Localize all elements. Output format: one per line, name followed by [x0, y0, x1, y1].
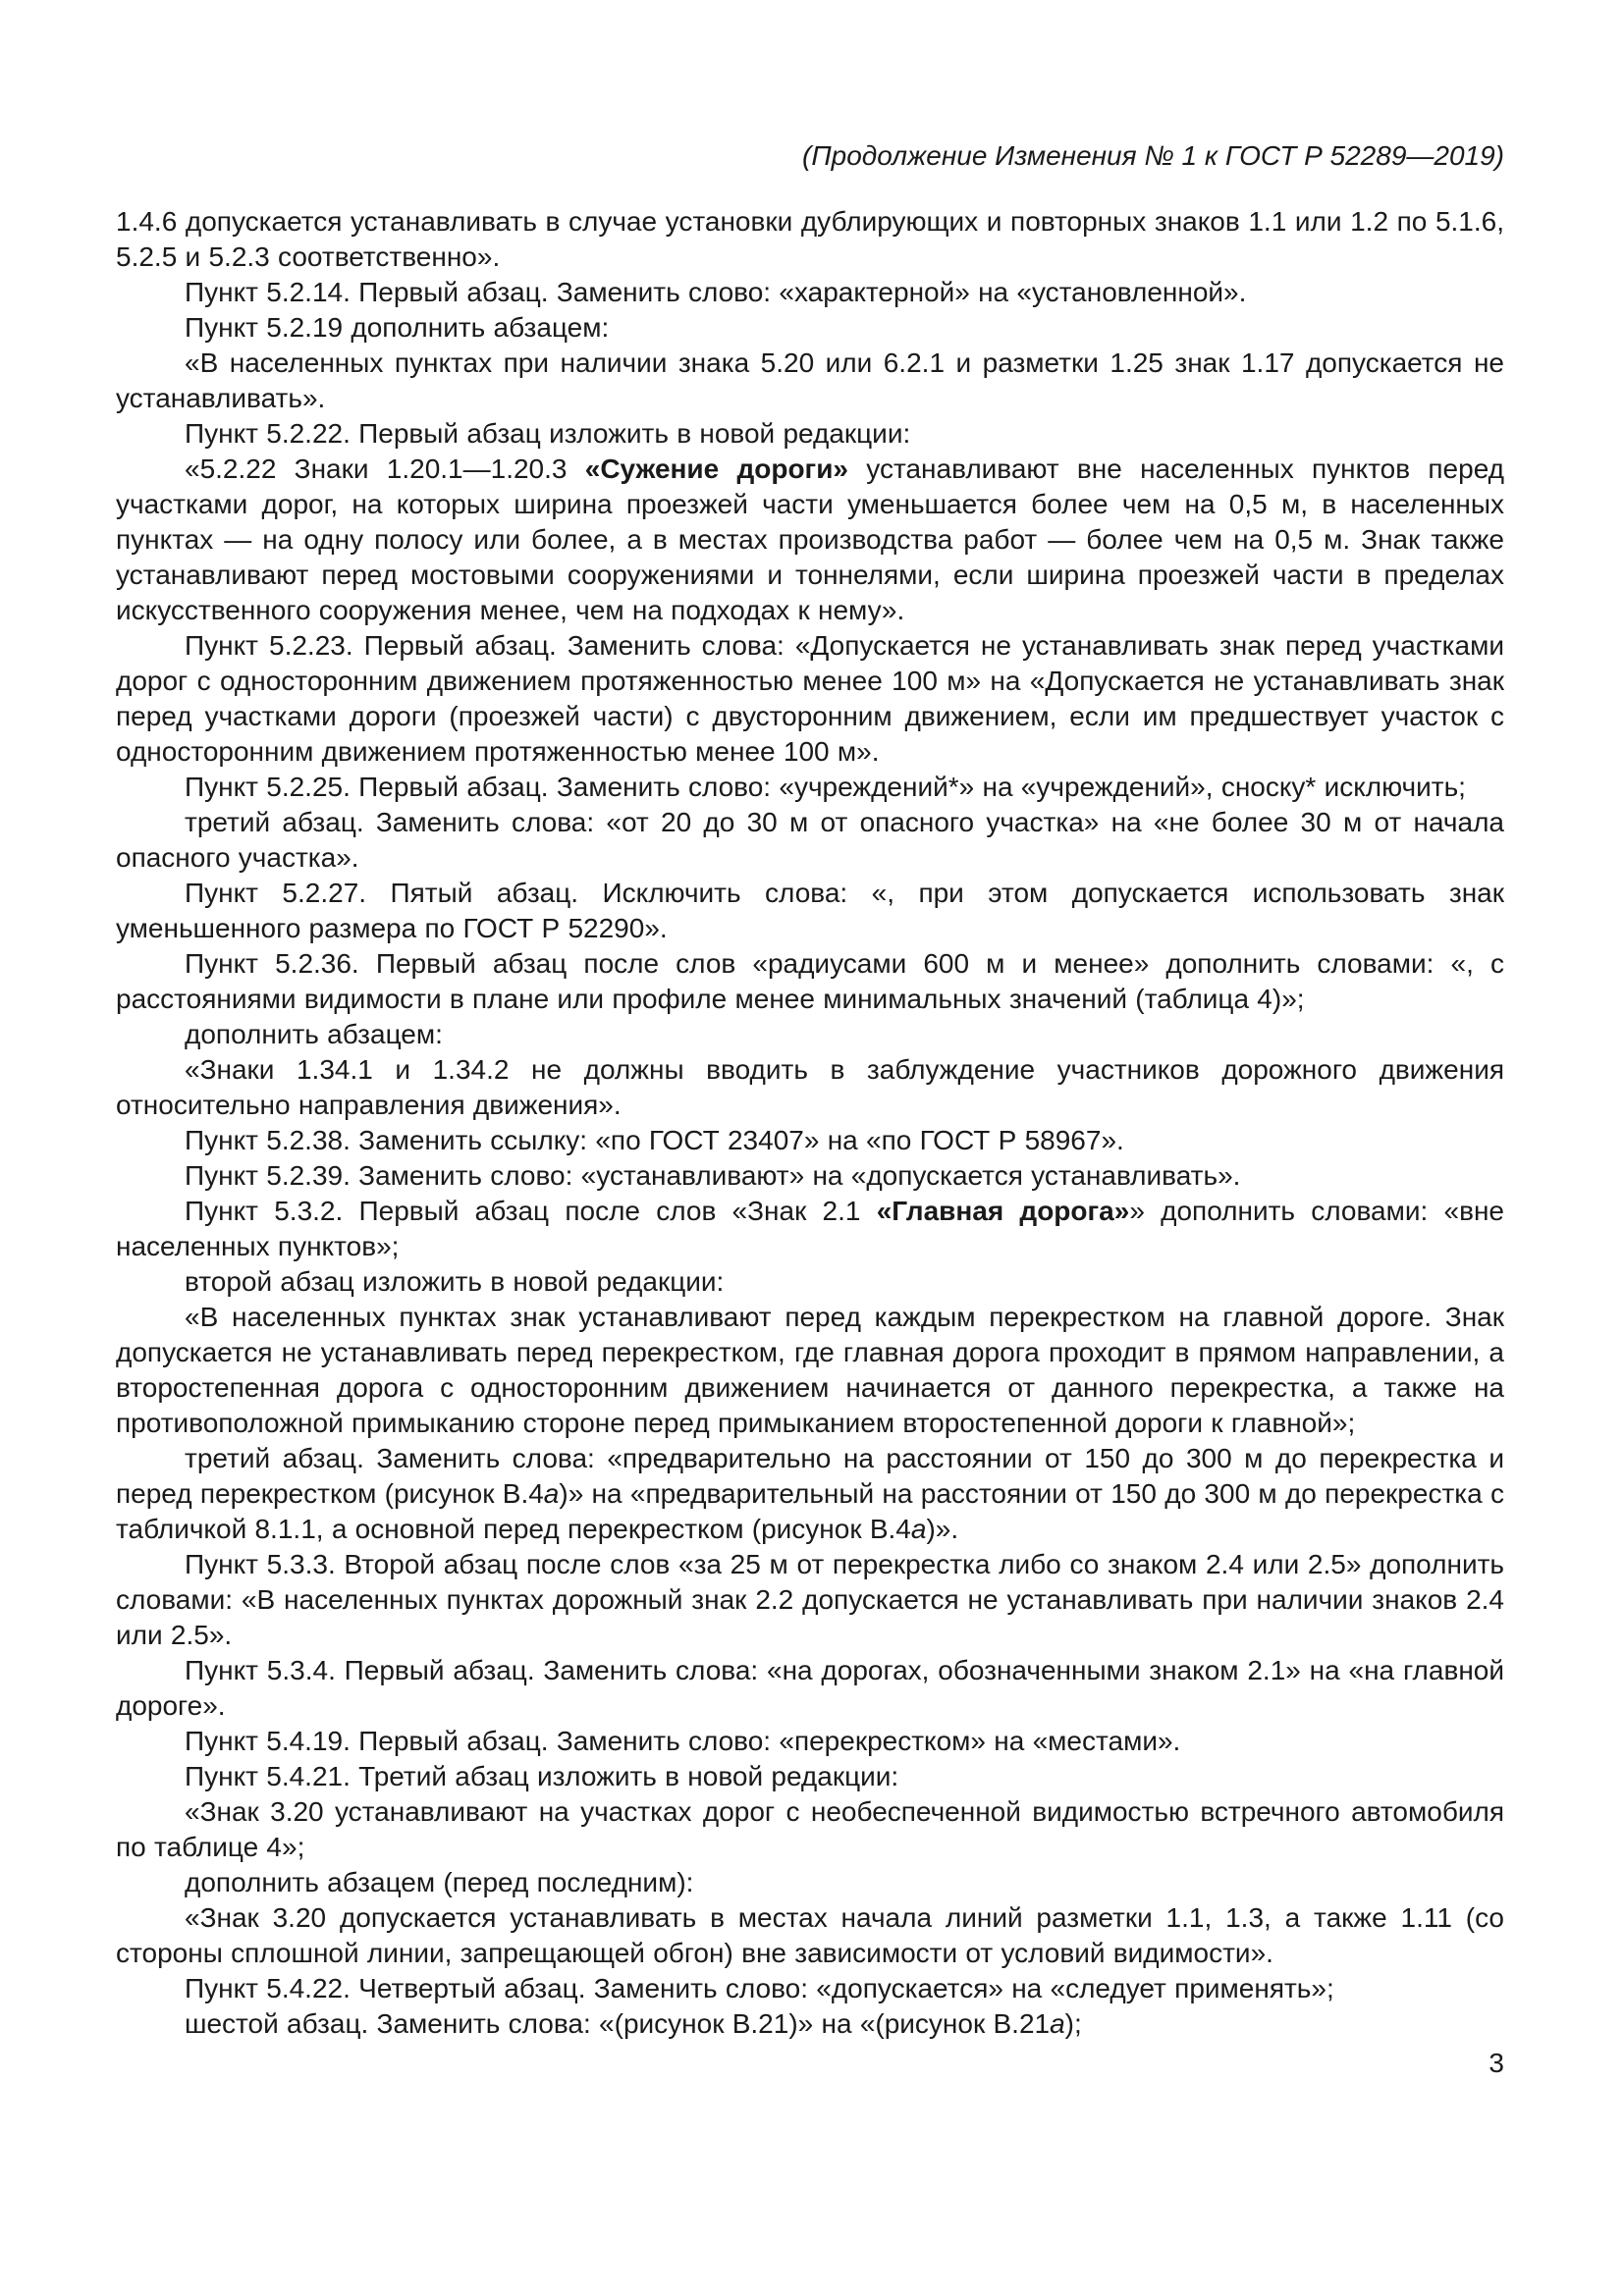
text-segment: Пункт 5.3.4. Первый абзац. Заменить слова: «на дорогах, обозначенными знаком 2.1» на «на главной дороге». — [116, 1655, 1504, 1721]
text-segment: Пункт 5.2.23. Первый абзац. Заменить слова: «Допускается не устанавливать знак перед участками дорог с односторонним движением протяженностью менее 100 м» на «Допускается не устанавливать знак перед участками дороги (проезжей части) с двусторонним движением, если им предшествует участок с односторонним движением протяженностью менее 100 м». — [116, 630, 1504, 767]
paragraph — [116, 1653, 1504, 1724]
paragraph — [116, 275, 1504, 310]
paragraph — [116, 1759, 1504, 1794]
text-segment: а — [910, 1514, 927, 1544]
text-segment: «Знак 3.20 допускается устанавливать в местах начала линий разметки 1.1, 1.3, а также 1.11 (со стороны сплошной линии, запрещающей обгон) вне зависимости от условий видимости». — [116, 1902, 1504, 1968]
running-header: (Продолжение Изменения № 1 к ГОСТ Р 52289—2019) — [802, 140, 1504, 171]
text-segment: устанавливают вне населенных пунктов перед участками дорог, на которых ширина проезжей части уменьшается более чем на 0,5 м, в населенных пунктах — на одну полосу или более, а в местах производства работ — более чем на 0,5 м. Знак также устанавливают перед мостовыми сооружениями и тоннелями, если ширина проезжей части в пределах искусственного сооружения менее, чем на подходах к нему». — [116, 454, 1504, 625]
paragraph — [116, 805, 1504, 876]
text-segment: )». — [926, 1514, 959, 1544]
paragraph — [116, 1724, 1504, 1759]
text-segment: Пункт 5.2.36. Первый абзац после слов «радиусами 600 м и менее» дополнить словами: «, с расстояниями видимости в плане или профиле менее минимальных значений (таблица 4)»; — [116, 948, 1504, 1014]
text-segment: 1.4.6 допускается устанавливать в случае установки дублирующих и повторных знаков 1.1 или 1.2 по 5.1.6, 5.2.5 и 5.2.3 соответственно». — [116, 206, 1504, 272]
document-body — [116, 204, 1504, 2042]
paragraph — [116, 310, 1504, 346]
paragraph — [116, 1900, 1504, 1971]
paragraph — [116, 770, 1504, 805]
text-segment: Пункт 5.4.21. Третий абзац изложить в новой редакции: — [185, 1761, 899, 1791]
text-segment: а — [1050, 2008, 1065, 2039]
paragraph — [116, 1441, 1504, 1547]
paragraph — [116, 1264, 1504, 1300]
paragraph — [116, 1123, 1504, 1158]
paragraph — [116, 1194, 1504, 1264]
paragraph — [116, 346, 1504, 416]
text-segment: «В населенных пунктах при наличии знака 5.20 или 6.2.1 и разметки 1.25 знак 1.17 допускается не устанавливать». — [116, 347, 1504, 413]
text-segment: Пункт 5.4.19. Первый абзац. Заменить слово: «перекрестком» на «местами». — [185, 1726, 1181, 1756]
text-segment: «Знаки 1.34.1 и 1.34.2 не должны вводить в заблуждение участников дорожного движения относительно направления движения». — [116, 1054, 1504, 1120]
text-segment: Пункт 5.2.22. Первый абзац изложить в новой редакции: — [185, 418, 911, 449]
paragraph — [116, 1158, 1504, 1194]
paragraph — [116, 1794, 1504, 1865]
text-segment: «Главная дорога» — [876, 1196, 1130, 1226]
text-segment: Пункт 5.4.22. Четвертый абзац. Заменить слово: «допускается» на «следует применять»; — [185, 1973, 1334, 2003]
text-segment: «В населенных пунктах знак устанавливают перед каждым перекрестком на главной дороге. Знак допускается не устанавливать перед перекрестком, где главная дорога проходит в прямом направлении, а второстепенная дорога с односторонним движением начинается от данного перекрестка, а также на противоположной примыканию стороне перед примыканием второстепенной дороги к главной»; — [116, 1302, 1504, 1438]
paragraph — [116, 204, 1504, 275]
text-segment: шестой абзац. Заменить слова: «(рисунок В.21)» на «(рисунок В.21 — [185, 2008, 1051, 2039]
text-segment: дополнить абзацем: — [185, 1019, 443, 1049]
text-segment: Пункт 5.2.25. Первый абзац. Заменить слово: «учреждений*» на «учреждений», сноску* исключить; — [185, 772, 1466, 802]
paragraph — [116, 876, 1504, 946]
text-segment: Пункт 5.3.3. Второй абзац после слов «за 25 м от перекрестка либо со знаком 2.4 или 2.5» дополнить словами: «В населенных пунктах дорожный знак 2.2 допускается не устанавливать при наличии знаков 2.4 или 2.5». — [116, 1549, 1504, 1650]
page-number: 3 — [1489, 2048, 1504, 2078]
paragraph — [116, 452, 1504, 628]
text-segment: Пункт 5.2.19 дополнить абзацем: — [185, 312, 610, 343]
text-segment: «Сужение дороги» — [584, 454, 849, 484]
text-segment: ); — [1064, 2008, 1082, 2039]
paragraph — [116, 1052, 1504, 1123]
paragraph — [116, 628, 1504, 770]
paragraph — [116, 946, 1504, 1017]
text-segment: третий абзац. Заменить слова: «предварительно на расстоянии от 150 до 300 м до перекрестка и перед перекрестком (рисунок В.4 — [116, 1443, 1504, 1509]
paragraph — [116, 1865, 1504, 1900]
paragraph — [116, 1971, 1504, 2006]
text-segment: Пункт 5.2.27. Пятый абзац. Исключить слова: «, при этом допускается использовать знак уменьшенного размера по ГОСТ Р 52290». — [116, 878, 1504, 943]
text-segment: » дополнить словами: «вне населенных пунктов»; — [116, 1196, 1504, 1261]
text-segment: Пункт 5.2.39. Заменить слово: «устанавливают» на «допускается устанавливать». — [185, 1160, 1241, 1191]
paragraph — [116, 1300, 1504, 1441]
text-segment: Пункт 5.3.2. Первый абзац после слов «Знак 2.1 — [185, 1196, 877, 1226]
paragraph — [116, 416, 1504, 452]
text-segment: )» на «предварительный на расстоянии от 150 до 300 м до перекрестка с табличкой 8.1.1, а основной перед перекрестком (рисунок В.4 — [116, 1478, 1504, 1544]
text-segment: Пункт 5.2.38. Заменить ссылку: «по ГОСТ 23407» на «по ГОСТ Р 58967». — [185, 1125, 1124, 1155]
paragraph — [116, 1547, 1504, 1653]
text-segment: «5.2.22 Знаки 1.20.1—1.20.3 — [185, 454, 585, 484]
paragraph — [116, 2006, 1504, 2042]
text-segment: а — [543, 1478, 560, 1509]
text-segment: Пункт 5.2.14. Первый абзац. Заменить слово: «характерной» на «установленной». — [185, 277, 1247, 307]
text-segment: второй абзац изложить в новой редакции: — [185, 1266, 725, 1297]
text-segment: «Знак 3.20 устанавливают на участках дорог с необеспеченной видимостью встречного автомобиля по таблице 4»; — [116, 1796, 1504, 1862]
text-segment: третий абзац. Заменить слова: «от 20 до 30 м от опасного участка» на «не более 30 м от начала опасного участка». — [116, 807, 1504, 873]
paragraph — [116, 1017, 1504, 1052]
text-segment: дополнить абзацем (перед последним): — [185, 1867, 694, 1897]
